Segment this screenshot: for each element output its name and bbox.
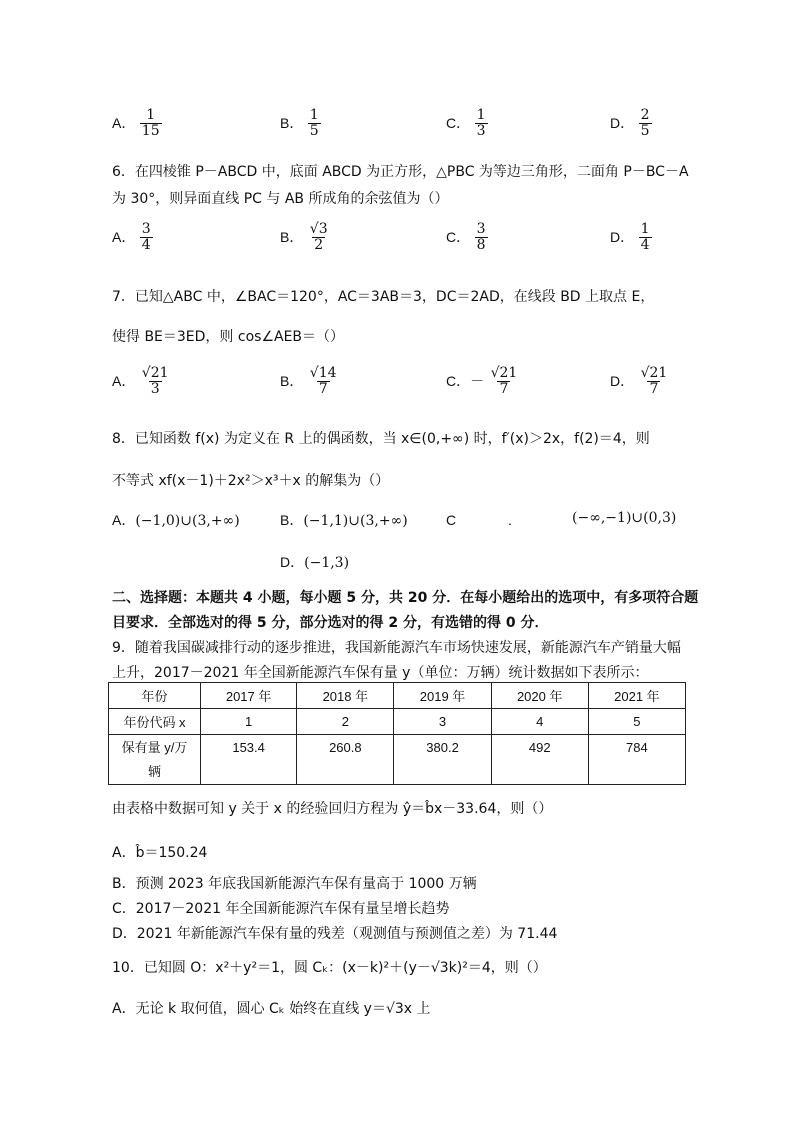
table-cell: 2018 年 (297, 683, 394, 709)
q8-option-d: D．(−1,3) (280, 554, 350, 571)
q5-option-a: A． $\frac{1}{15}$ (112, 107, 160, 140)
table-row (109, 735, 686, 785)
table-cell: 年份代码 x (109, 709, 201, 735)
section2-heading-line1: 二、选择题：本题共 4 小题，每小题 5 分，共 20 分．在每小题给出的选项中，有多项符合题 (112, 590, 699, 606)
amount-label-line2: 辆 (148, 763, 162, 779)
q9-option-b: B．预测 2023 年底我国新能源汽车保有量高于 1000 万辆 (112, 876, 477, 892)
q9-stem-line1: 9．随着我国碳减排行动的逐步推进，我国新能源汽车市场快速发展，新能源汽车产销量大幅 (112, 640, 681, 656)
table-header-row (109, 683, 686, 709)
q9-stem-line2: 上升，2017－2021 年全国新能源汽车保有量 y（单位：万辆）统计数据如下表所示： (112, 665, 649, 681)
amount-label-line1: 保有量 y/万 (121, 739, 188, 755)
q9-after-table: 由表格中数据可知 y 关于 x 的经验回归方程为 ŷ＝b̂x－33.64，则（） (112, 801, 553, 817)
table-cell: 260.8 (297, 735, 394, 785)
table-cell: 492 (491, 735, 588, 785)
q5-option-b: B． $\frac{1}{5}$ (280, 107, 319, 140)
table-cell: 年份 (109, 683, 201, 709)
table-cell: 380.2 (394, 735, 491, 785)
table-cell: 2017 年 (201, 683, 297, 709)
table-cell: 2019 年 (394, 683, 491, 709)
q10-option-a: A．无论 k 取何值，圆心 Cₖ 始终在直线 y＝√3x 上 (112, 1001, 431, 1017)
q9-data-table (108, 682, 686, 785)
q7-option-c: C．－ $\frac{√21}{7}$ (446, 365, 518, 398)
q6-option-a: A． $\frac{3}{4}$ (112, 221, 151, 254)
q6-option-c: C． $\frac{3}{8}$ (446, 221, 486, 254)
q8-option-a: A．(−1,0)∪(3,+∞) (112, 512, 240, 529)
q7-stem-line1: 7．已知△ABC 中，∠BAC＝120°，AC＝3AB＝3，DC＝2AD，在线段 BD 上取点 E， (112, 289, 655, 305)
table-row (109, 709, 686, 735)
q7-option-b: B． $\frac{√14}{7}$ (280, 365, 337, 398)
q6-option-d: D． $\frac{1}{4}$ (610, 221, 650, 254)
q10-stem: 10．已知圆 O：x²＋y²＝1，圆 Cₖ：(x－k)²＋(y－√3k)²＝4，则（） (112, 960, 547, 976)
q9-option-c: C．2017－2021 年全国新能源汽车保有量呈增长趋势 (112, 901, 450, 917)
q7-option-a: A． $\frac{√21}{3}$ (112, 365, 169, 398)
table-cell: 2021 年 (588, 683, 685, 709)
q8-option-c-letter: C (446, 512, 457, 528)
q8-option-c: (−∞,−1)∪(0,3) (572, 510, 677, 526)
q6-stem-line1: 6．在四棱锥 P－ABCD 中，底面 ABCD 为正方形，△PBC 为等边三角形，二面角 P－BC－A (112, 164, 689, 180)
table-cell (109, 735, 201, 785)
q7-stem-line2: 使得 BE＝3ED，则 cos∠AEB＝（） (112, 329, 345, 345)
q7-option-d: D． $\frac{√21}{7}$ (610, 365, 668, 398)
table-cell: 2020 年 (491, 683, 588, 709)
q5-option-d: D． $\frac{2}{5}$ (610, 107, 650, 140)
q5-option-c: C． $\frac{1}{3}$ (446, 107, 486, 140)
q9-option-a: A．b̂＝150.24 (112, 845, 208, 861)
table-cell: 5 (588, 709, 685, 735)
q8-option-c-dot: . (508, 512, 512, 528)
table-cell: 784 (588, 735, 685, 785)
section2-heading-line2: 目要求．全部选对的得 5 分，部分选对的得 2 分，有选错的得 0 分． (112, 615, 549, 631)
q9-option-d: D．2021 年新能源汽车保有量的残差（观测值与预测值之差）为 71.44 (112, 926, 558, 942)
table-cell: 4 (491, 709, 588, 735)
q8-option-b: B．(−1,1)∪(3,+∞) (280, 512, 408, 529)
table-cell: 3 (394, 709, 491, 735)
q6-stem-line2: 为 30°，则异面直线 PC 与 AB 所成角的余弦值为（） (112, 191, 449, 207)
q8-stem-line2: 不等式 xf(x－1)＋2x²＞x³＋x 的解集为（） (112, 473, 390, 489)
table-cell: 1 (201, 709, 297, 735)
q8-stem-line1: 8．已知函数 f(x) 为定义在 R 上的偶函数，当 x∈(0,+∞) 时，f′(x)＞2x，f(2)＝4，则 (112, 431, 650, 447)
q6-option-b: B． $\frac{√3}{2}$ (280, 221, 328, 254)
table-cell: 153.4 (201, 735, 297, 785)
table-cell: 2 (297, 709, 394, 735)
